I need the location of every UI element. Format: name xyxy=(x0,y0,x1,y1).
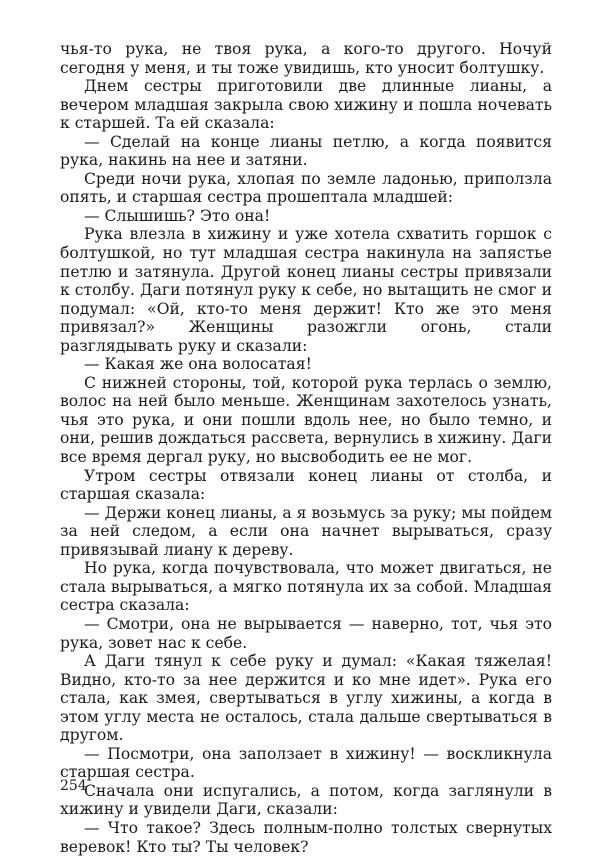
page-number: 254 xyxy=(60,778,87,794)
paragraph: Утром сестры отвязали конец лианы от столба, и старшая сказала: xyxy=(60,466,552,504)
paragraph: Днем сестры приготовили две длинные лианы, а вечером младшая закрыла свою хижину и пошла ночевать к старшей. Та ей сказала: xyxy=(60,77,552,133)
paragraph: — Что такое? Здесь полным-полно толстых свернутых веревок! Кто ты? Ты человек? xyxy=(60,818,552,856)
paragraph: — Смотри, она не вырывается — наверно, тот, чья это рука, зовет нас к себе. xyxy=(60,614,552,652)
paragraph: Рука влезла в хижину и уже хотела схватить горшок с болтушкой, но тут младшая сестра накинула на запястье петлю и затянула. Другой конец лианы сестры привязали к столбу. Даги потянул руку к себе, но вытащить не смог и подумал: «Ой, кто-то меня держит! Кто же это меня привязал?» Женщины разожгли огонь, стали разглядывать руку и сказали: xyxy=(60,225,552,355)
paragraph: — Посмотри, она заползает в хижину! — воскликнула старшая сестра. xyxy=(60,744,552,782)
paragraph: Но рука, когда почувствовала, что может двигаться, не стала вырываться, а мягко потянула их за собой. Младшая сестра сказала: xyxy=(60,559,552,615)
paragraph: — Какая же она волосатая! xyxy=(84,355,312,374)
paragraph: — Держи конец лианы, а я возьмусь за руку; мы пойдем за ней следом, а если она начнет вырываться, сразу привязывай лиану к дереву. xyxy=(60,503,552,559)
paragraph: чья-то рука, не твоя рука, а кого-то другого. Ночуй сегодня у меня, и ты тоже увидишь, кто уносит болтушку. xyxy=(60,40,552,77)
paragraph: — Сделай на конце лианы петлю, а когда появится рука, накинь на нее и затяни. xyxy=(60,132,552,170)
paragraph: С нижней стороны, той, которой рука терлась о землю, волос на ней было меньше. Женщинам захотелось узнать, чья это рука, и они пошли вдоль нее, но было темно, и они, решив дождаться рассвета, вернулись в хижину. Даги все время дергал руку, но высвободить ее не мог. xyxy=(60,373,552,467)
paragraph: Среди ночи рука, хлопая по земле ладонью, приползла опять, и старшая сестра прошептала младшей: xyxy=(60,169,552,207)
paragraph: — Слышишь? Это она! xyxy=(84,206,271,225)
paragraph: А Даги тянул к себе руку и думал: «Какая тяжелая! Видно, кто-то за нее держится и ко мне идет». Рука его стала, как змея, свертываться в углу хижины, а когда в этом углу места не осталось, стала дальше свертываться в другом. xyxy=(60,652,552,745)
book-page-text xyxy=(60,40,552,856)
paragraph: Сначала они испугались, а потом, когда заглянули в хижину и увидели Даги, сказали: xyxy=(60,781,552,819)
